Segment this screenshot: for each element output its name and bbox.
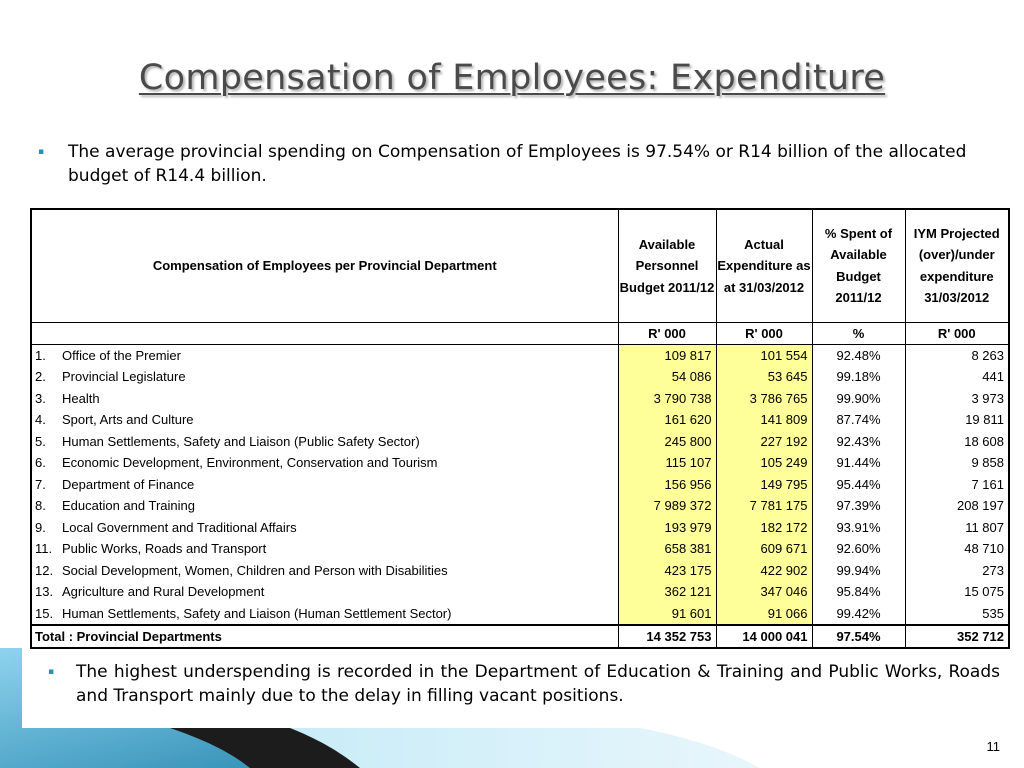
budget-cell: 54 086	[618, 366, 716, 388]
units-row	[31, 322, 1009, 344]
total-iym: 352 712	[905, 625, 1009, 648]
percent-cell: 92.43%	[812, 431, 905, 453]
percent-cell: 99.94%	[812, 560, 905, 582]
department-name: Office of the Premier	[62, 347, 181, 363]
iym-cell: 273	[905, 560, 1009, 582]
actual-cell: 7 781 175	[716, 495, 812, 517]
iym-cell: 208 197	[905, 495, 1009, 517]
department-index: 12.	[35, 562, 54, 578]
department-cell	[31, 409, 618, 431]
slide-title: Compensation of Employees: Expenditure	[138, 58, 886, 98]
budget-cell: 658 381	[618, 538, 716, 560]
department-name: Provincial Legislature	[62, 369, 186, 385]
unit-budget: R' 000	[618, 322, 716, 344]
department-index: 5.	[35, 433, 46, 449]
iym-cell: 18 608	[905, 431, 1009, 453]
budget-cell: 7 989 372	[618, 495, 716, 517]
iym-cell: 9 858	[905, 452, 1009, 474]
table-row	[31, 388, 1009, 410]
budget-cell: 91 601	[618, 603, 716, 626]
department-name: Local Government and Traditional Affairs	[62, 519, 297, 535]
budget-cell: 109 817	[618, 344, 716, 366]
percent-cell: 87.74%	[812, 409, 905, 431]
unit-actual: R' 000	[716, 322, 812, 344]
actual-cell: 101 554	[716, 344, 812, 366]
actual-cell: 141 809	[716, 409, 812, 431]
department-name: Human Settlements, Safety and Liaison (Human Settlement Sector)	[62, 605, 452, 621]
unit-percent: %	[812, 322, 905, 344]
iym-cell: 3 973	[905, 388, 1009, 410]
budget-cell: 156 956	[618, 474, 716, 496]
actual-cell: 422 902	[716, 560, 812, 582]
table-row	[31, 495, 1009, 517]
table-row	[31, 581, 1009, 603]
actual-cell: 347 046	[716, 581, 812, 603]
department-cell	[31, 517, 618, 539]
department-index: 6.	[35, 455, 46, 471]
table-row	[31, 603, 1009, 626]
bullet-marker-icon: ▪	[38, 147, 45, 157]
department-name: Agriculture and Rural Development	[62, 584, 265, 600]
department-cell	[31, 560, 618, 582]
department-index: 7.	[35, 476, 46, 492]
budget-cell: 362 121	[618, 581, 716, 603]
department-index: 9.	[35, 519, 46, 535]
department-index: 3.	[35, 390, 46, 406]
actual-cell: 609 671	[716, 538, 812, 560]
percent-cell: 92.60%	[812, 538, 905, 560]
unit-iym: R' 000	[905, 322, 1009, 344]
budget-cell: 115 107	[618, 452, 716, 474]
department-cell	[31, 603, 618, 626]
budget-cell: 245 800	[618, 431, 716, 453]
department-cell	[31, 366, 618, 388]
department-cell	[31, 452, 618, 474]
department-name: Health	[62, 390, 100, 406]
percent-cell: 95.44%	[812, 474, 905, 496]
header-available-budget: Available Personnel Budget 2011/12	[618, 209, 716, 322]
total-row	[31, 625, 1009, 648]
header-department: Compensation of Employees per Provincial Department	[31, 209, 618, 322]
actual-cell: 227 192	[716, 431, 812, 453]
department-cell	[31, 495, 618, 517]
department-index: 2.	[35, 369, 46, 385]
compensation-table	[30, 208, 1010, 649]
iym-cell: 535	[905, 603, 1009, 626]
actual-cell: 3 786 765	[716, 388, 812, 410]
actual-cell: 182 172	[716, 517, 812, 539]
department-name: Social Development, Women, Children and Person with Disabilities	[62, 562, 448, 578]
table-row	[31, 344, 1009, 366]
iym-cell: 8 263	[905, 344, 1009, 366]
department-index: 15.	[35, 605, 54, 621]
bullet-text: The average provincial spending on Compensation of Employees is 97.54% or R14 billion of the allocated budget of R14.4 billion.	[68, 142, 967, 186]
bullet-marker-icon: ▪	[48, 667, 55, 677]
iym-cell: 441	[905, 366, 1009, 388]
department-index: 11.	[35, 541, 53, 557]
budget-cell: 193 979	[618, 517, 716, 539]
bullet-text: The highest underspending is recorded in the Department of Education & Training and Public Works, Roads and Transport mainly due to the delay in filling vacant positions.	[76, 662, 1000, 706]
percent-cell: 93.91%	[812, 517, 905, 539]
budget-cell: 423 175	[618, 560, 716, 582]
department-cell	[31, 474, 618, 496]
department-cell	[31, 431, 618, 453]
department-cell	[31, 538, 618, 560]
units-blank	[31, 322, 618, 344]
iym-cell: 7 161	[905, 474, 1009, 496]
table-header-row	[31, 209, 1009, 322]
bullet-underspending	[48, 660, 1000, 708]
table-row	[31, 560, 1009, 582]
percent-cell: 92.48%	[812, 344, 905, 366]
department-name: Human Settlements, Safety and Liaison (Public Safety Sector)	[62, 433, 420, 449]
department-name: Sport, Arts and Culture	[62, 412, 194, 428]
department-name: Education and Training	[62, 498, 195, 514]
percent-cell: 99.42%	[812, 603, 905, 626]
table-row	[31, 366, 1009, 388]
table-row	[31, 474, 1009, 496]
actual-cell: 91 066	[716, 603, 812, 626]
actual-cell: 105 249	[716, 452, 812, 474]
actual-cell: 149 795	[716, 474, 812, 496]
department-name: Department of Finance	[62, 476, 195, 492]
table-row	[31, 517, 1009, 539]
table-row	[31, 538, 1009, 560]
percent-cell: 99.90%	[812, 388, 905, 410]
page-number: 11	[986, 739, 1000, 754]
header-percent-spent: % Spent of Available Budget 2011/12	[812, 209, 905, 322]
percent-cell: 91.44%	[812, 452, 905, 474]
department-cell	[31, 344, 618, 366]
total-budget: 14 352 753	[618, 625, 716, 648]
percent-cell: 99.18%	[812, 366, 905, 388]
department-index: 13.	[35, 584, 54, 600]
percent-cell: 95.84%	[812, 581, 905, 603]
iym-cell: 11 807	[905, 517, 1009, 539]
iym-cell: 19 811	[905, 409, 1009, 431]
department-cell	[31, 388, 618, 410]
table-row	[31, 409, 1009, 431]
bullet-average-spending	[38, 140, 1000, 188]
total-actual: 14 000 041	[716, 625, 812, 648]
department-index: 8.	[35, 498, 46, 514]
department-name: Public Works, Roads and Transport	[62, 541, 267, 557]
percent-cell: 97.39%	[812, 495, 905, 517]
department-index: 4.	[35, 412, 46, 428]
department-cell	[31, 581, 618, 603]
header-actual-expenditure: Actual Expenditure as at 31/03/2012	[716, 209, 812, 322]
iym-cell: 48 710	[905, 538, 1009, 560]
actual-cell: 53 645	[716, 366, 812, 388]
total-label: Total : Provincial Departments	[31, 625, 618, 648]
department-name: Economic Development, Environment, Conservation and Tourism	[62, 455, 438, 471]
budget-cell: 3 790 738	[618, 388, 716, 410]
header-iym-projected: IYM Projected (over)/under expenditure 31/03/2012	[905, 209, 1009, 322]
budget-cell: 161 620	[618, 409, 716, 431]
table-row	[31, 452, 1009, 474]
iym-cell: 15 075	[905, 581, 1009, 603]
department-index: 1.	[35, 347, 46, 363]
total-percent: 97.54%	[812, 625, 905, 648]
table-row	[31, 431, 1009, 453]
